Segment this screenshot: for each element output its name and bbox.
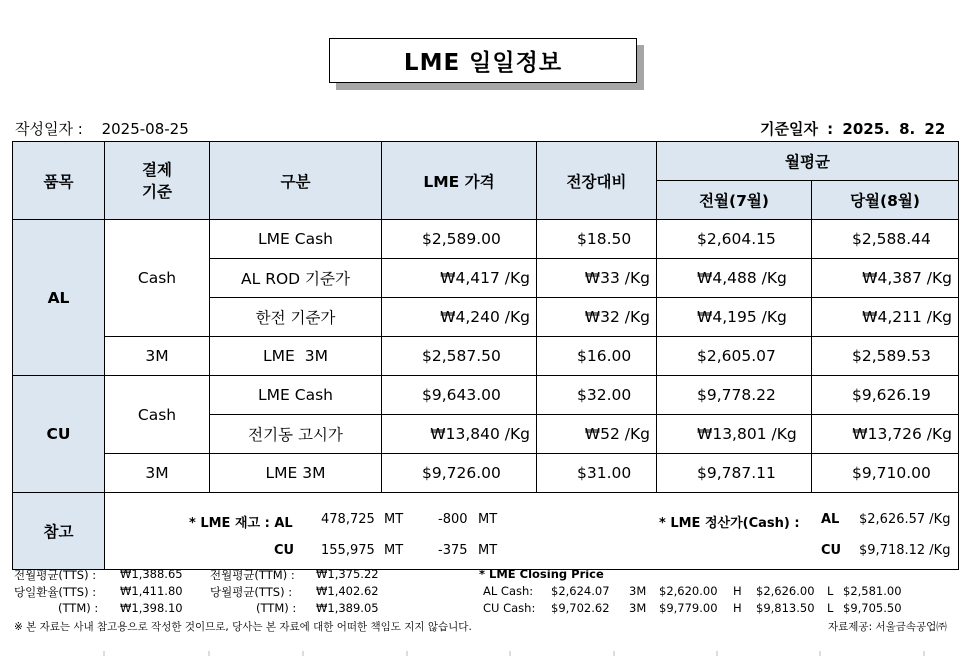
al-3m-basis: 3M bbox=[105, 337, 210, 376]
fx-month-ttm-value: ₩1,389.05 bbox=[316, 601, 379, 615]
closing-cu-3m-label: 3M bbox=[629, 601, 647, 615]
cu-notice-prev: ₩13,801 /Kg bbox=[657, 415, 812, 454]
ref-settle-label: * LME 정산가(Cash) : bbox=[659, 516, 800, 531]
al-rod-change: ₩33 /Kg bbox=[537, 259, 657, 298]
ref-stock-label: * LME 재고 : AL bbox=[189, 516, 293, 531]
al-kepco-change: ₩32 /Kg bbox=[537, 298, 657, 337]
created-date bbox=[15, 118, 189, 139]
ref-cu-stock: 155,975 bbox=[321, 543, 375, 558]
cu-lme-cash-curr: $9,626.19 bbox=[812, 376, 959, 415]
cu-notice-price: ₩13,840 /Kg bbox=[382, 415, 537, 454]
al-rod-curr: ₩4,387 /Kg bbox=[812, 259, 959, 298]
fx-today-ttm-label: (TTM) : bbox=[58, 601, 99, 615]
al-3m-price: $2,587.50 bbox=[382, 337, 537, 376]
closing-al-l: $2,581.00 bbox=[843, 584, 902, 598]
ref-settle-al-value: $2,626.57 /Kg bbox=[859, 512, 951, 527]
fx-prev-tts-value: ₩1,388.65 bbox=[120, 567, 183, 581]
ref-settle-cu-label: CU bbox=[821, 543, 842, 558]
closing-al-h: $2,626.00 bbox=[756, 584, 815, 598]
ref-cu-unit: MT bbox=[384, 543, 404, 558]
al-3m-prev: $2,605.07 bbox=[657, 337, 812, 376]
cu-3m-change: $31.00 bbox=[537, 454, 657, 493]
closing-cu-cash-label: CU Cash: bbox=[483, 601, 536, 615]
header-change: 전장대비 bbox=[537, 142, 657, 220]
closing-cu-cash: $9,702.62 bbox=[551, 601, 610, 615]
fx-month-tts-label: 당월평균(TTS) : bbox=[210, 585, 293, 599]
group-al: AL bbox=[13, 220, 105, 376]
al-3m-name: LME 3M bbox=[210, 337, 382, 376]
ref-cu-diff: -375 bbox=[438, 543, 468, 558]
al-cash-basis: Cash bbox=[105, 220, 210, 337]
fx-today-ttm-value: ₩1,398.10 bbox=[120, 601, 183, 615]
cu-lme-cash-name: LME Cash bbox=[210, 376, 382, 415]
cu-3m-curr: $9,710.00 bbox=[812, 454, 959, 493]
header-prev-month: 전월(7월) bbox=[657, 181, 812, 220]
ref-cu-label: CU bbox=[274, 543, 295, 558]
closing-al-3m-label: 3M bbox=[629, 584, 647, 598]
group-cu: CU bbox=[13, 376, 105, 493]
closing-cu-h-label: H bbox=[733, 601, 742, 615]
closing-al-l-label: L bbox=[827, 584, 834, 598]
al-rod-price: ₩4,417 /Kg bbox=[382, 259, 537, 298]
closing-al-cash-label: AL Cash: bbox=[483, 584, 534, 598]
fx-prev-ttm-value: ₩1,375.22 bbox=[316, 567, 379, 581]
al-rod-prev: ₩4,488 /Kg bbox=[657, 259, 812, 298]
ref-settle-al-label: AL bbox=[821, 512, 840, 527]
closing-cu-3m: $9,779.00 bbox=[659, 601, 718, 615]
al-kepco-prev: ₩4,195 /Kg bbox=[657, 298, 812, 337]
closing-cu-h: $9,813.50 bbox=[756, 601, 815, 615]
ref-al-stock: 478,725 bbox=[321, 512, 375, 527]
al-lme-cash-curr: $2,588.44 bbox=[812, 220, 959, 259]
fx-month-ttm-label: (TTM) : bbox=[256, 601, 297, 615]
cu-lme-cash-change: $32.00 bbox=[537, 376, 657, 415]
al-kepco-curr: ₩4,211 /Kg bbox=[812, 298, 959, 337]
al-lme-cash-price: $2,589.00 bbox=[382, 220, 537, 259]
data-source: 자료제공: 서울금속공업㈜ bbox=[828, 621, 947, 633]
header-settle: 결제 기준 bbox=[105, 142, 210, 220]
ref-al-diff: -800 bbox=[438, 512, 468, 527]
ref-al-unit: MT bbox=[384, 512, 404, 527]
cu-notice-change: ₩52 /Kg bbox=[537, 415, 657, 454]
closing-al-cash: $2,624.07 bbox=[551, 584, 610, 598]
created-value: 2025-08-25 bbox=[101, 120, 189, 138]
cu-3m-price: $9,726.00 bbox=[382, 454, 537, 493]
cu-lme-cash-prev: $9,778.22 bbox=[657, 376, 812, 415]
lme-price-table bbox=[12, 141, 959, 570]
closing-al-3m: $2,620.00 bbox=[659, 584, 718, 598]
closing-cu-l: $9,705.50 bbox=[843, 601, 902, 615]
cu-lme-cash-price: $9,643.00 bbox=[382, 376, 537, 415]
ref-al-diff-unit: MT bbox=[478, 512, 498, 527]
header-monthly: 월평균 bbox=[657, 142, 959, 181]
header-price: LME 가격 bbox=[382, 142, 537, 220]
created-label: 작성일자 : bbox=[15, 120, 83, 138]
closing-title: * LME Closing Price bbox=[479, 567, 604, 581]
al-3m-change: $16.00 bbox=[537, 337, 657, 376]
reference-panel bbox=[105, 493, 959, 570]
page-break-marks bbox=[0, 651, 970, 656]
header-division: 구분 bbox=[210, 142, 382, 220]
header-item: 품목 bbox=[13, 142, 105, 220]
fx-today-tts-value: ₩1,411.80 bbox=[120, 584, 183, 598]
header-this-month: 당월(8월) bbox=[812, 181, 959, 220]
cu-notice-curr: ₩13,726 /Kg bbox=[812, 415, 959, 454]
al-lme-cash-name: LME Cash bbox=[210, 220, 382, 259]
closing-al-h-label: H bbox=[733, 584, 742, 598]
base-date: 기준일자 : 2025. 8. 22 bbox=[760, 120, 946, 138]
al-3m-curr: $2,589.53 bbox=[812, 337, 959, 376]
ref-cu-diff-unit: MT bbox=[478, 543, 498, 558]
ref-settle-cu-value: $9,718.12 /Kg bbox=[859, 543, 951, 558]
group-ref: 참고 bbox=[13, 493, 105, 570]
fx-month-tts-value: ₩1,402.62 bbox=[316, 584, 379, 598]
page-title: LME 일일정보 bbox=[329, 38, 637, 83]
closing-cu-l-label: L bbox=[827, 601, 834, 615]
al-lme-cash-prev: $2,604.15 bbox=[657, 220, 812, 259]
fx-prev-tts-label: 전월평균(TTS) : bbox=[14, 568, 97, 582]
disclaimer: ※ 본 자료는 사내 참고용으로 작성한 것이므로, 당사는 본 자료에 대한 어떠한 책임도 지지 않습니다. bbox=[14, 621, 472, 633]
fx-prev-ttm-label: 전월평균(TTM) : bbox=[210, 568, 295, 582]
al-kepco-price: ₩4,240 /Kg bbox=[382, 298, 537, 337]
cu-notice-name: 전기동 고시가 bbox=[210, 415, 382, 454]
al-rod-name: AL ROD 기준가 bbox=[210, 259, 382, 298]
cu-3m-prev: $9,787.11 bbox=[657, 454, 812, 493]
cu-3m-basis: 3M bbox=[105, 454, 210, 493]
al-kepco-name: 한전 기준가 bbox=[210, 298, 382, 337]
cu-3m-name: LME 3M bbox=[210, 454, 382, 493]
cu-cash-basis: Cash bbox=[105, 376, 210, 454]
fx-today-tts-label: 당일환율(TTS) : bbox=[14, 585, 97, 599]
al-lme-cash-change: $18.50 bbox=[537, 220, 657, 259]
